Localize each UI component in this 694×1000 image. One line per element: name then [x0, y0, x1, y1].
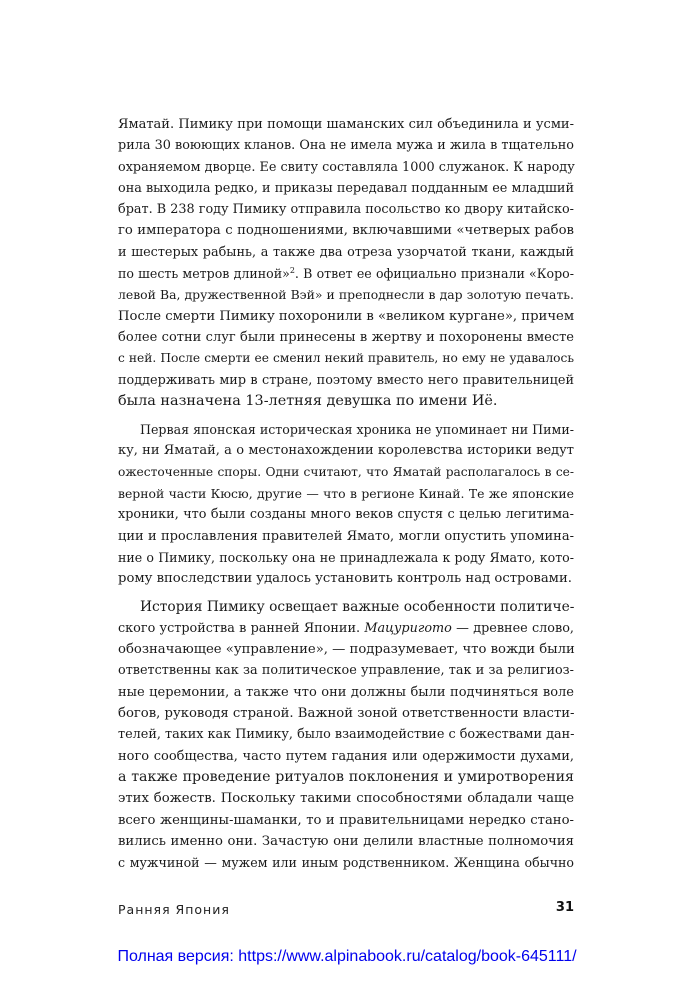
text-line: более сотни слуг были принесены в жертву и похоронены вместе [118, 329, 574, 345]
text-line: ответственны как за политическое управление, так и за религиоз- [118, 663, 574, 679]
page-number: 31 [555, 900, 574, 915]
paragraph-gap [118, 590, 574, 597]
text-line: всего женщины-шаманки, то и правительницами нередко стано- [118, 812, 574, 828]
text-line: ожесточенные споры. Одни считают, что Яматай располагалось в се- [118, 464, 574, 479]
text-line: ные церемонии, а также что они должны были подчиняться воле [118, 684, 574, 700]
text-segment: по шесть метров длиной» [118, 266, 290, 282]
full-version-link[interactable]: Полная версия: https://www.alpinabook.ru/catalog/book-645111/ [117, 948, 577, 965]
text-line: вились именно они. Зачастую они делили властные полномочия [118, 833, 574, 849]
text-line: и шестерых рабынь, а также два отреза узорчатой ткани, каждый [118, 244, 574, 260]
paragraph-gap [118, 412, 574, 419]
text-line: охраняемом дворце. Ее свиту составляла 1000 служанок. К народу [118, 159, 575, 175]
text-line: го императора с подношениями, включавшими «четверых рабов [118, 223, 574, 239]
text-line: Первая японская историческая хроника не упоминает ни Пими- [140, 422, 574, 438]
text-line: верной части Кюсю, другие — что в регионе Кинай. Те же японские [118, 486, 574, 502]
text-line: с ней. После смерти ее сменил некий правитель, но ему не удавалось [118, 351, 574, 366]
text-segment: — древнее слово, [451, 620, 574, 636]
text-line: а также проведение ритуалов поклонения и умиротворения [118, 768, 574, 785]
text-line: рому впоследствии удалось установить контроль над островами. [118, 571, 572, 587]
text-line: поддерживать мир в стране, поэтому вместо него правительницей [118, 372, 574, 388]
text-line: с мужчиной — мужем или иным родственником. Женщина обычно [118, 855, 574, 871]
text-line: ку, ни Яматай, а о местонахождении королевства историки ведут [118, 443, 574, 459]
text-line: телей, таких как Пимику, было взаимодействие с божествами дан- [118, 727, 575, 743]
text-line: обозначающее «управление», — подразумевает, что вожди были [118, 642, 575, 658]
text-line: богов, руководя страной. Важной зоной ответственности власти- [118, 706, 575, 722]
text-line: хроники, что были созданы много веков спустя с целью легитима- [118, 507, 574, 523]
italic-term: Мацуриготo [364, 620, 452, 636]
paragraph-3 [118, 597, 574, 874]
body-text [118, 114, 574, 873]
text-line: она выходила редко, и приказы передавал подданным ее младший [118, 180, 574, 196]
text-line: После смерти Пимику похоронили в «великом кургане», причем [118, 308, 575, 324]
text-line [118, 618, 574, 639]
text-segment: . В ответ ее официально признали «Коро- [294, 266, 574, 282]
text-line: левой Ва, дружественной Вэй» и преподнесли в дар золотую печать. [118, 287, 574, 303]
footnote-marker: 2 [289, 265, 295, 275]
paragraph-1 [118, 114, 574, 412]
text-line: брат. В 238 году Пимику отправила посольство ко двору китайско- [118, 202, 574, 218]
text-line: этих божеств. Поскольку такими способностями обладали чаще [118, 791, 574, 807]
text-line: ние о Пимику, поскольку она не принадлежала к роду Ямато, кото- [118, 549, 574, 565]
text-line: рила 30 воюющих кланов. Она не имела мужа и жила в тщательно [118, 138, 574, 154]
text-line: Яматай. Пимику при помощи шаманских сил объединила и усми- [118, 117, 574, 132]
text-line [118, 263, 574, 284]
running-footer-title: Ранняя Япония [118, 902, 230, 917]
text-line: ции и прославления правителей Ямато, могли опустить упомина- [118, 528, 574, 544]
text-line: История Пимику освещает важные особенности политиче- [140, 598, 575, 615]
text-line: была назначена 13-летняя девушка по имени Иё. [118, 392, 498, 409]
text-line: ного сообщества, часто путем гадания или одержимости духами, [118, 748, 574, 764]
text-segment: ского устройства в ранней Японии. [118, 620, 361, 636]
paragraph-2 [118, 419, 574, 589]
